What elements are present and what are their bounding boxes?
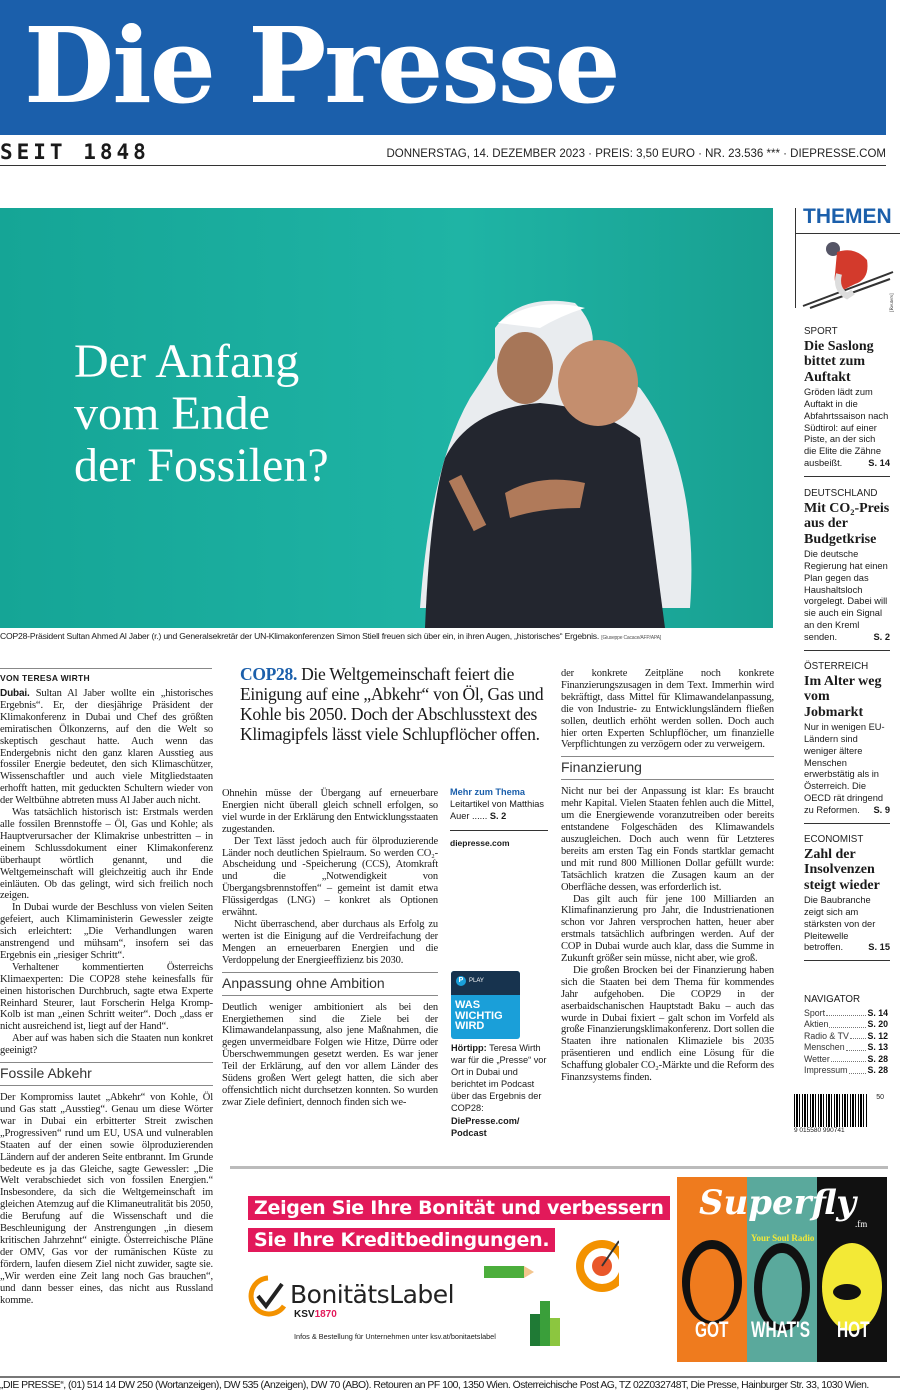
- podcast-title: WIRD: [455, 1020, 485, 1032]
- ad-headline: Zeigen Sie Ihre Bonität und verbessern: [248, 1196, 670, 1220]
- subheading: Fossile Abkehr: [0, 1062, 213, 1086]
- ad-info: Infos & Bestellung für Unternehmen unter ksv.at/bonitaetslabel: [294, 1332, 496, 1341]
- page-ref: S. 13: [867, 1042, 888, 1052]
- play-label: PLAY: [469, 978, 484, 984]
- photo-credit: [Giuseppe Cacace/AFP/APA]: [601, 635, 661, 641]
- more-on-topic[interactable]: Mehr zum Thema Leitartikel von Matthias Auer ...... S. 2 diepresse.com: [450, 786, 548, 849]
- subheading: Finanzierung: [561, 756, 774, 780]
- page-ref: S. 15: [868, 942, 890, 953]
- page-ref: S. 12: [867, 1030, 888, 1041]
- paragraph: Verhaltener kommentierten Österreichs Klimaexperten: Die COP28 stehe keinesfalls für einen historischen Durchbruch, sagte etwa Experte Reinhard Steurer, laut Forscherin Helga Kromp-Kolb ist man „einen Schritt weiter“. Doch „dass er nicht ausreichend ist, liegt auf der Hand“.: [0, 961, 213, 1033]
- paragraph: In Dubai wurde der Beschluss von vielen Seiten gefeiert, auch Klimaministerin Gewessler zeigte sich erleichtert: „Die Verhandlungen waren anstrengend und mühsam“, insofern sei das Ergebnis ein „riesiger Schritt“.: [0, 902, 213, 961]
- photo-caption: [0, 631, 785, 643]
- podcast-title: WICHTIG: [455, 1009, 503, 1022]
- barcode-addon: 50: [876, 1094, 884, 1101]
- article-column-4: [561, 668, 774, 1084]
- headline-line: der Fossilen?: [74, 439, 329, 492]
- caption-text: COP28-Präsident Sultan Ahmed Al Jaber (r.) und Generalsekretär der UN-Klimakonferenzen Simon Stiell freuen sich über ein, in ihren Augen, „historisches“ Ergebnis.: [0, 631, 600, 641]
- nav-label: Wetter: [804, 1053, 830, 1064]
- page-ref: S. 14: [868, 458, 890, 469]
- faces-illustration: [677, 1237, 887, 1362]
- lead-photo[interactable]: [0, 208, 773, 628]
- navigator-row[interactable]: [804, 1008, 888, 1020]
- ad-word: HOT: [837, 1317, 870, 1342]
- teaser-title: Mit CO₂-Preis aus der Budgetkrise: [804, 500, 890, 547]
- teaser-title: Die Saslong bittet zum Auftakt: [804, 338, 874, 385]
- nav-label: Aktien: [804, 1019, 829, 1029]
- divider: [0, 165, 886, 166]
- subheading: Anpassung ohne Ambition: [222, 972, 438, 996]
- more-text: Leitartikel von Matthias Auer: [450, 799, 544, 821]
- target-pencil-chart-icon: [484, 1236, 619, 1348]
- paragraph: Ohnehin müsse der Übergang auf erneuerbare Energien nicht überall gleich schnell erfolgen, so viel wurde in der Erklärung den Entwicklungsstaaten zugestanden.: [222, 788, 438, 835]
- since-label: SEIT 1848: [0, 140, 150, 164]
- navigator-row[interactable]: [804, 1054, 888, 1066]
- divider: [230, 1166, 888, 1169]
- podcast-tip: [451, 1042, 551, 1139]
- paragraph: Sultan Al Jaber wollte ein „historisches Ergebnis“. Er, der diesjährige Präsident der Klimakonferenz in Dubai und Chef des größten emiratischen Ölkonzerns, auf den die Welt so skeptisch geschaut hatte. Auch wenn das Endergebnis nicht den ganz klaren Ausstieg aus fossiler Energie bedeutet, den sich Klimaschützer, Wissenschaftler und auch viele Mitgliedstaaten erhofft hatten, mit geduckten Schultern wieder von der Weltbühne abtreten muss Al Jaber auch nicht.: [0, 688, 213, 807]
- page-ref: S. 20: [867, 1019, 888, 1029]
- themen-heading: THEMEN: [795, 205, 900, 234]
- ad-word: WHAT'S: [751, 1317, 810, 1342]
- image-credit: [Reuters]: [890, 293, 895, 312]
- page-ref: S. 28: [867, 1065, 888, 1075]
- navigator: [804, 994, 888, 1077]
- tip-text: Teresa Wirth war für die „Presse“ vor Ort in Dubai und berichtet im Podcast über das Ergebnis der COP28:: [451, 1043, 547, 1114]
- podcast-link[interactable]: DiePresse.com/ Podcast: [451, 1115, 520, 1138]
- navigator-row[interactable]: [804, 1065, 888, 1077]
- paragraph: Der Text lässt jedoch auch für ölproduzierende Länder noch deutlichen Spielraum. So werden CO₂-Abscheidung und -Speicherung (CCS), Atomkraft und die „Notwendigkeit von Übergangsbrennstoffen“ – gemeint ist damit etwa Flüssigerdgas (LNG) – konkret als Optionen erwähnt.: [222, 835, 438, 919]
- teaser-text: Die deutsche Regierung hat einen Plan gegen das Haushaltsloch vorgelegt. Dabei will sie auch ein Signal an den Kreml senden.: [804, 549, 888, 642]
- headline-line: vom Ende: [74, 387, 270, 440]
- photo-headline[interactable]: [74, 336, 329, 492]
- nav-label: Radio & TV: [804, 1030, 849, 1041]
- teaser-oesterreich[interactable]: [804, 661, 890, 824]
- teaser-deutschland[interactable]: [804, 488, 890, 651]
- divider: [0, 1376, 900, 1378]
- podcast-badge[interactable]: [451, 971, 520, 1039]
- teaser-title: Im Alter weg vom Jobmarkt: [804, 673, 882, 720]
- nav-label: Impressum: [804, 1065, 848, 1075]
- ad-sub: 1870: [314, 1309, 337, 1320]
- byline: VON TERESA WIRTH: [0, 668, 212, 683]
- checkmark-logo-icon: [246, 1274, 290, 1318]
- podcast-title: WAS: [455, 999, 481, 1011]
- ksv-advertisement[interactable]: [240, 1178, 664, 1348]
- superfly-advertisement[interactable]: [677, 1177, 887, 1362]
- newspaper-logo[interactable]: Die Presse: [24, 4, 619, 127]
- page-ref: S. 14: [867, 1007, 888, 1018]
- nav-label: Menschen: [804, 1042, 845, 1052]
- teaser-kicker: DEUTSCHLAND: [804, 488, 878, 499]
- ad-sub: KSV: [294, 1309, 315, 1320]
- teaser-economist[interactable]: [804, 834, 890, 961]
- divider: [795, 208, 796, 308]
- page-ref: S. 9: [873, 804, 890, 815]
- teaser-sport[interactable]: [804, 326, 890, 477]
- lead-text: Die Weltgemeinschaft feiert die Einigung auf eine „Abkehr“ von Öl, Gas und Kohle bis 2050. Doch der Abschlusstext des Klimagipfels lässt viele Schlupflöcher offen.: [240, 664, 544, 744]
- ad-tagline: Your Soul Radio: [751, 1233, 815, 1243]
- ad-brand: BonitätsLabel: [290, 1280, 455, 1309]
- paragraph: Was tatsächlich historisch ist: Erstmals werden alle fossilen Brennstoffe – Öl, Gas und Kohle; als Hauptverursacher der Klimakrise unbestritten – in einem Schlussdokument einer Klimakonferenz überhaupt wörtlich genannt, und die Weltgemeinschaft will gleichzeitig auch ihr Ende einläuten. Ob das gelingt, wird sich freilich noch zeigen.: [0, 807, 213, 902]
- paragraph: Die großen Brocken bei der Finanzierung haben sich die Staaten bei dem Thema für kommendes Jahr aufgehoben. Die COP29 in der aserbaidschanischen Hauptstadt Baku – auch das wurde in Dubai fixiert – galt schon im Vorfeld als große Finanzierungsklimakonferenz. Dort sollen die Staaten ihre nationalen Klimaziele bis 2035 präsentieren und endlich eine Lösung für die Schaffung globaler CO₂-Märkte und die Reform des Finanzsystems finden.: [561, 964, 774, 1084]
- website-link[interactable]: diepresse.com: [450, 830, 548, 849]
- tip-label: Hörtipp:: [451, 1043, 487, 1053]
- article-lead[interactable]: [240, 664, 552, 744]
- paragraph: Nicht nur bei der Anpassung ist klar: Es braucht mehr Kapital. Vielen Staaten fehlen auch die Mittel, um die Energiewende voranzutreiben oder bereits entstandene Folgeschäden des Klimawandels auszugleichen. Doch auch wenn für Letzteres bereits am ersten Tag ein Fonds startklar gemacht und mit rund 800 Millionen Dollar gefüllt wurde: Tatsächlich kratzen die Zusagen kaum an der Oberfläche dessen, was erforderlich ist.: [561, 786, 774, 893]
- page-ref: S. 2: [489, 811, 507, 821]
- teaser-text: Die Baubranche zeigt sich am stärksten von der Pleitewelle betroffen.: [804, 895, 876, 953]
- paragraph: der konkrete Zeitpläne noch konkrete Finanzierungszusagen in dem Text. Immerhin wird bekräftigt, dass Mittel für Klimawandelanpassung, die von Industrie- zu Entwicklungsländern fließen sollen, deutlich erhöht werden sollen. Doch auch hier orten Experten Schlupflöcher, um finanzielle Verpflichtungen zu verzögern oder zu verweigern.: [561, 668, 774, 751]
- paragraph: Der Kompromiss lautet „Abkehr“ von Kohle, Öl und Gas statt „Ausstieg“. Genau um diese Wörter war in Dubai ein erbitterter Streit zwischen „Progressiven“ rund um EU, USA und vulnerablen Staaten auf der einen sowie ölproduzierenden Ländern auf der anderen Seite entbrannt. Im Grunde bedeute es ja das Gleiche, sagte Gewessler: „Die Welt verabschiedet sich von fossilen Energien.“ Insbesondere, da sich die Weltgemeinschaft im gleichen Atemzug auf die Klimaneutralität bis 2050, die Berufung auf die Wissenschaft und die Beschleunigung der Anstrengungen „in diesem kritischen Jahrzehnt“ einigte. Österreichische Pläne der OMV, Gas vor der rumänischen Küste zu fördern, laufen diesem Ziel nicht zuwider, sagte sie. „Wir werden eine Zeit lang noch Gas brauchen“, und dann besser eines, das nicht aus Russland komme.: [0, 1092, 213, 1306]
- teaser-kicker: ÖSTERREICH: [804, 661, 869, 672]
- navigator-row[interactable]: [804, 1019, 888, 1031]
- teaser-kicker: SPORT: [804, 326, 838, 337]
- paragraph: Aber auf was haben sich die Staaten nun konkret geeinigt?: [0, 1033, 213, 1057]
- page-ref: S. 2: [873, 631, 890, 642]
- headline-line: Der Anfang: [74, 335, 300, 388]
- navigator-title: NAVIGATOR: [804, 994, 861, 1005]
- article-column-2: [222, 788, 438, 1109]
- ad-brand: Superfly: [699, 1183, 857, 1223]
- dateline-location: Dubai.: [0, 688, 30, 699]
- dateline: DONNERSTAG, 14. DEZEMBER 2023 · PREIS: 3,50 EURO · NR. 23.536 *** · DIEPRESSE.COM: [386, 148, 886, 160]
- teaser-title: Zahl der Insolvenzen steigt wieder: [804, 846, 880, 893]
- navigator-row[interactable]: [804, 1031, 888, 1043]
- paragraph: Deutlich weniger ambitioniert als bei den Energiethemen sind die Ziele bei der Klimawandelanpassung, also jene Maßnahmen, die gegen unvermeidbare Folgen wie Hitze, Dürre oder Überschwemmungen gesetzt werden. Es war jener Teil der Erklärung, auf den vor allem Länder des Südens großen Wert gelegt hatten, die sich aber offensichtlich nicht durchsetzen konnten. So wurden zwar Ziele definiert, dennoch finden sich we-: [222, 1001, 438, 1108]
- nav-label: Sport: [804, 1007, 826, 1018]
- skier-image[interactable]: [795, 234, 900, 314]
- ad-tld: .fm: [855, 1219, 868, 1229]
- footer-imprint: „DIE PRESSE“, (01) 514 14 DW 250 (Wortanzeigen), DW 535 (Anzeigen), DW 70 (ABO). Retouren an PF 100, 1350 Wien. Österreichische Post AG, TZ 02Z032748T, Die Presse, Hainburger Str. 33, 1030 Wien.: [0, 1380, 869, 1391]
- paragraph: Das gilt auch für jene 100 Milliarden an Klimafinanzierung pro Jahr, die Industrienationen schon vor Jahren versprochen hatten, heuer aber erstmals tatsächlich aufbringen werden. Auf der COP in Dubai wurde auch klar, dass die Summe in Zukunft größer sein müsse, nicht aber, wie groß.: [561, 893, 774, 965]
- article-column-1: [0, 688, 213, 1306]
- lead-kicker: COP28.: [240, 664, 298, 684]
- more-title: Mehr zum Thema: [450, 787, 526, 797]
- themen-sidebar: [795, 205, 900, 319]
- ad-word: GOT: [695, 1317, 729, 1342]
- teaser-text: Gröden lädt zum Auftakt in die Abfahrtssaison nach Südtirol: auf einer Piste, an der sich die Elite die Zähne ausbeißt.: [804, 387, 889, 469]
- paragraph: Nicht überraschend, aber durchaus als Erfolg zu werten ist die Einigung auf die Verdreifachung der Mengen an erneuerbaren Energien und die Verdoppelung der Energieeffizienz bis 2030.: [222, 918, 438, 966]
- ad-headline: Sie Ihre Kreditbedingungen.: [248, 1228, 555, 1252]
- barcode-number: 9 015580 990741: [794, 1127, 845, 1134]
- teaser-text: Nur in wenigen EU-Ländern sind weniger ältere Menschen erwerbstätig als in Österreich. Die OECD rät dringend zu Reformen.: [804, 722, 885, 815]
- play-logo-icon: P: [456, 976, 466, 986]
- masthead: [0, 0, 886, 135]
- page-ref: S. 28: [867, 1053, 888, 1064]
- navigator-row[interactable]: [804, 1042, 888, 1054]
- teaser-kicker: ECONOMIST: [804, 834, 864, 845]
- barcode: [794, 1094, 884, 1136]
